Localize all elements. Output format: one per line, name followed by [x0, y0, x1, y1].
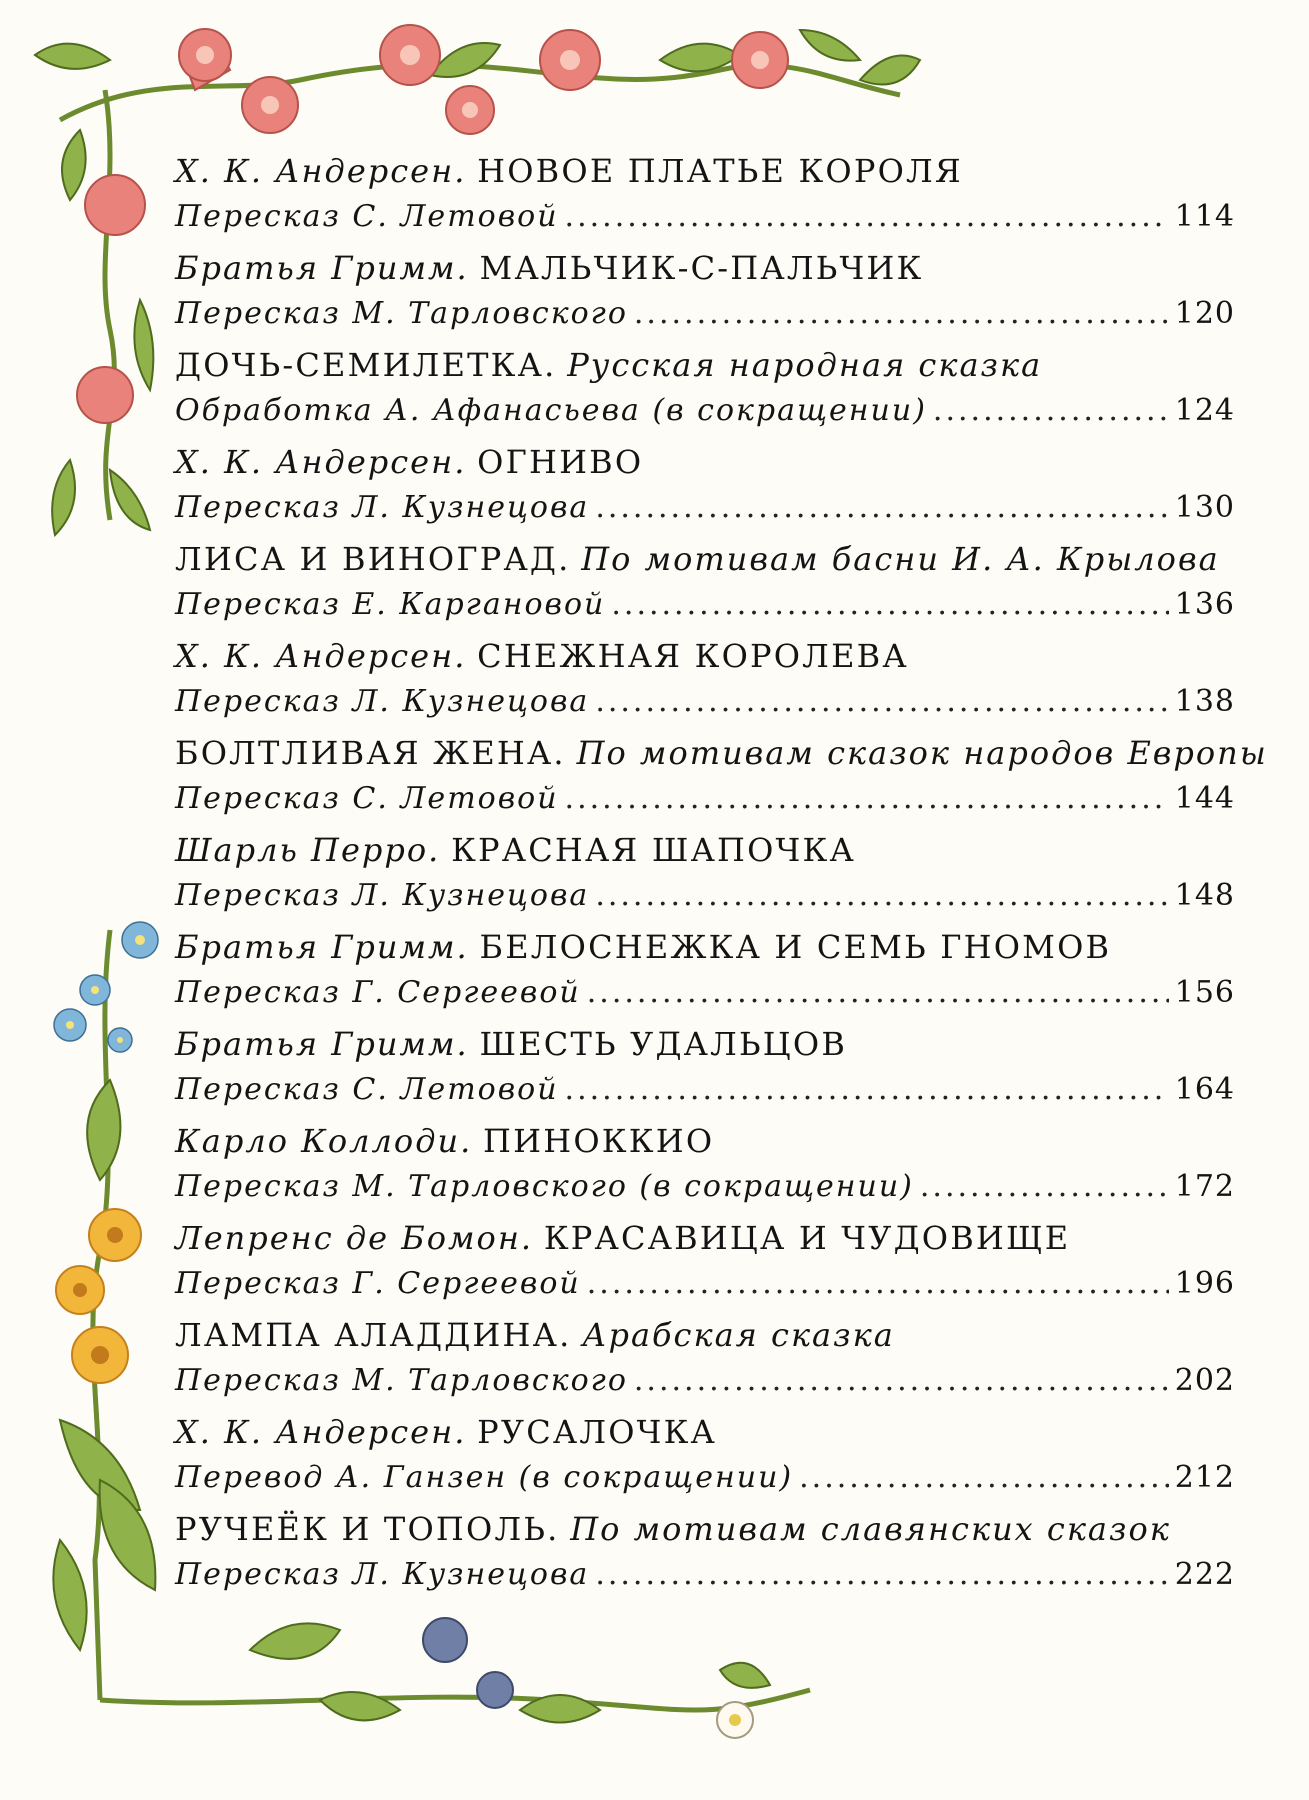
entry-title: БОЛТЛИВАЯ ЖЕНА.	[175, 734, 566, 772]
entry-title: НОВОЕ ПЛАТЬЕ КОРОЛЯ	[477, 152, 963, 190]
lower-left-vine-stem	[93, 930, 110, 1700]
toc-entry[interactable]	[175, 730, 1268, 827]
entry-heading	[175, 1118, 1235, 1164]
entry-author: Х. К. Андерсен.	[175, 152, 467, 190]
dot-leader	[587, 1261, 1169, 1307]
entry-credit: Пересказ Е. Каргановой	[175, 587, 606, 622]
entry-heading	[175, 536, 1235, 582]
left-vine-stem	[105, 90, 114, 520]
toc-entry[interactable]	[175, 924, 1235, 1021]
entry-credit-line	[175, 1067, 1235, 1113]
entry-credit: Пересказ Л. Кузнецова	[175, 1557, 590, 1592]
entry-credit-line	[175, 873, 1235, 919]
entry-page-number: 156	[1174, 975, 1235, 1010]
entry-subtitle: Русская народная сказка	[567, 346, 1043, 384]
entry-author: Х. К. Андерсен.	[175, 637, 467, 675]
entry-title: СНЕЖНАЯ КОРОЛЕВА	[477, 637, 909, 675]
entry-page-number: 164	[1174, 1072, 1235, 1107]
entry-credit-line	[175, 970, 1235, 1016]
entry-title: ЛИСА И ВИНОГРАД.	[175, 540, 571, 578]
entry-heading	[175, 1506, 1235, 1552]
entry-heading	[175, 633, 1235, 679]
entry-credit: Пересказ М. Тарловского	[175, 1363, 628, 1398]
dot-leader	[634, 1358, 1169, 1404]
entry-author: Шарль Перро.	[175, 831, 441, 869]
toc-entry[interactable]	[175, 827, 1235, 924]
entry-author: Братья Гримм.	[175, 928, 469, 966]
entry-heading	[175, 1021, 1235, 1067]
toc-entry[interactable]	[175, 342, 1235, 439]
entry-page-number: 148	[1174, 878, 1235, 913]
entry-page-number: 202	[1174, 1363, 1235, 1398]
entry-credit-line	[175, 1261, 1235, 1307]
entry-heading	[175, 1409, 1235, 1455]
entry-title: ШЕСТЬ УДАЛЬЦОВ	[479, 1025, 848, 1063]
toc-entry[interactable]	[175, 1409, 1235, 1506]
entry-page-number: 212	[1174, 1460, 1235, 1495]
top-bell-flowers	[179, 25, 788, 134]
entry-credit-line	[175, 776, 1235, 822]
entry-credit-line	[175, 291, 1235, 337]
dot-leader	[587, 970, 1169, 1016]
entry-subtitle: По мотивам басни И. А. Крылова	[581, 540, 1220, 578]
entry-title: КРАСНАЯ ШАПОЧКА	[451, 831, 856, 869]
entry-credit-line	[175, 582, 1235, 628]
table-of-contents	[175, 148, 1268, 1603]
entry-author: Х. К. Андерсен.	[175, 1413, 467, 1451]
entry-title: РУСАЛОЧКА	[477, 1413, 717, 1451]
entry-page-number: 130	[1174, 490, 1235, 525]
dot-leader	[634, 291, 1169, 337]
entry-title: БЕЛОСНЕЖКА И СЕМЬ ГНОМОВ	[479, 928, 1112, 966]
entry-author: Х. К. Андерсен.	[175, 443, 467, 481]
entry-credit-line	[175, 194, 1235, 240]
entry-credit-line	[175, 1455, 1235, 1501]
toc-entry[interactable]	[175, 245, 1235, 342]
toc-entry[interactable]	[175, 1118, 1235, 1215]
entry-title: ПИНОККИО	[483, 1122, 715, 1160]
entry-credit: Пересказ Л. Кузнецова	[175, 684, 590, 719]
entry-page-number: 144	[1174, 781, 1235, 816]
toc-entry[interactable]	[175, 1021, 1235, 1118]
entry-title: ОГНИВО	[477, 443, 644, 481]
entry-heading	[175, 439, 1235, 485]
dot-leader	[595, 679, 1168, 725]
dot-leader	[799, 1455, 1169, 1501]
entry-author: Лепренс де Бомон.	[175, 1219, 534, 1257]
entry-heading	[175, 924, 1235, 970]
entry-page-number: 136	[1174, 587, 1235, 622]
toc-entry[interactable]	[175, 148, 1235, 245]
entry-credit: Перевод А. Ганзен (в сокращении)	[175, 1460, 794, 1495]
entry-credit-line	[175, 388, 1235, 434]
entry-credit: Пересказ Г. Сергеевой	[175, 1266, 581, 1301]
dot-leader	[595, 873, 1168, 919]
entry-author: Карло Коллоди.	[175, 1122, 473, 1160]
dot-leader	[565, 194, 1169, 240]
bottom-vine-stem	[100, 1690, 810, 1710]
entry-credit: Пересказ Л. Кузнецова	[175, 878, 590, 913]
entry-title: КРАСАВИЦА И ЧУДОВИЩЕ	[543, 1219, 1071, 1257]
entry-page-number: 196	[1174, 1266, 1235, 1301]
entry-credit-line	[175, 679, 1235, 725]
entry-heading	[175, 148, 1235, 194]
entry-author: Братья Гримм.	[175, 249, 469, 287]
entry-heading	[175, 245, 1235, 291]
entry-credit: Пересказ М. Тарловского	[175, 296, 628, 331]
entry-subtitle: По мотивам славянских сказок	[570, 1510, 1171, 1548]
entry-credit: Пересказ С. Летовой	[175, 781, 559, 816]
dot-leader	[595, 1552, 1168, 1598]
white-flower-center	[729, 1714, 741, 1726]
toc-entry[interactable]	[175, 1312, 1235, 1409]
toc-entry[interactable]	[175, 536, 1235, 633]
entry-subtitle: Арабская сказка	[582, 1316, 895, 1354]
entry-page-number: 114	[1174, 199, 1235, 234]
entry-title: ЛАМПА АЛАДДИНА.	[175, 1316, 572, 1354]
entry-credit-line	[175, 485, 1235, 531]
toc-entry[interactable]	[175, 1506, 1235, 1603]
entry-page-number: 172	[1174, 1169, 1235, 1204]
entry-page-number: 138	[1174, 684, 1235, 719]
entry-title: МАЛЬЧИК-С-ПАЛЬЧИК	[479, 249, 924, 287]
dot-leader	[933, 388, 1169, 434]
entry-credit: Обработка А. Афанасьева (в сокращении)	[175, 393, 927, 428]
entry-heading	[175, 730, 1268, 776]
entry-credit: Пересказ М. Тарловского (в сокращении)	[175, 1169, 914, 1204]
entry-subtitle: По мотивам сказок народов Европы	[576, 734, 1268, 772]
toc-entry[interactable]	[175, 633, 1235, 730]
left-bell-flowers	[77, 175, 145, 423]
entry-heading	[175, 1215, 1235, 1261]
entry-page-number: 222	[1174, 1557, 1235, 1592]
dot-leader	[565, 776, 1169, 822]
entry-title: ДОЧЬ-СЕМИЛЕТКА.	[175, 346, 557, 384]
toc-entry[interactable]	[175, 1215, 1235, 1312]
entry-credit: Пересказ С. Летовой	[175, 199, 559, 234]
entry-page-number: 120	[1174, 296, 1235, 331]
entry-credit-line	[175, 1552, 1235, 1598]
entry-title: РУЧЕЁК И ТОПОЛЬ.	[175, 1510, 560, 1548]
entry-credit: Пересказ С. Летовой	[175, 1072, 559, 1107]
violet-flowers	[423, 1618, 513, 1708]
entry-credit: Пересказ Г. Сергеевой	[175, 975, 581, 1010]
entry-heading	[175, 1312, 1235, 1358]
entry-author: Братья Гримм.	[175, 1025, 469, 1063]
dot-leader	[920, 1164, 1169, 1210]
entry-credit-line	[175, 1164, 1235, 1210]
toc-entry[interactable]	[175, 439, 1235, 536]
entry-credit: Пересказ Л. Кузнецова	[175, 490, 590, 525]
dot-leader	[611, 582, 1168, 628]
entry-heading	[175, 827, 1235, 873]
dot-leader	[595, 485, 1168, 531]
dot-leader	[565, 1067, 1169, 1113]
entry-page-number: 124	[1174, 393, 1235, 428]
entry-heading	[175, 342, 1235, 388]
entry-credit-line	[175, 1358, 1235, 1404]
